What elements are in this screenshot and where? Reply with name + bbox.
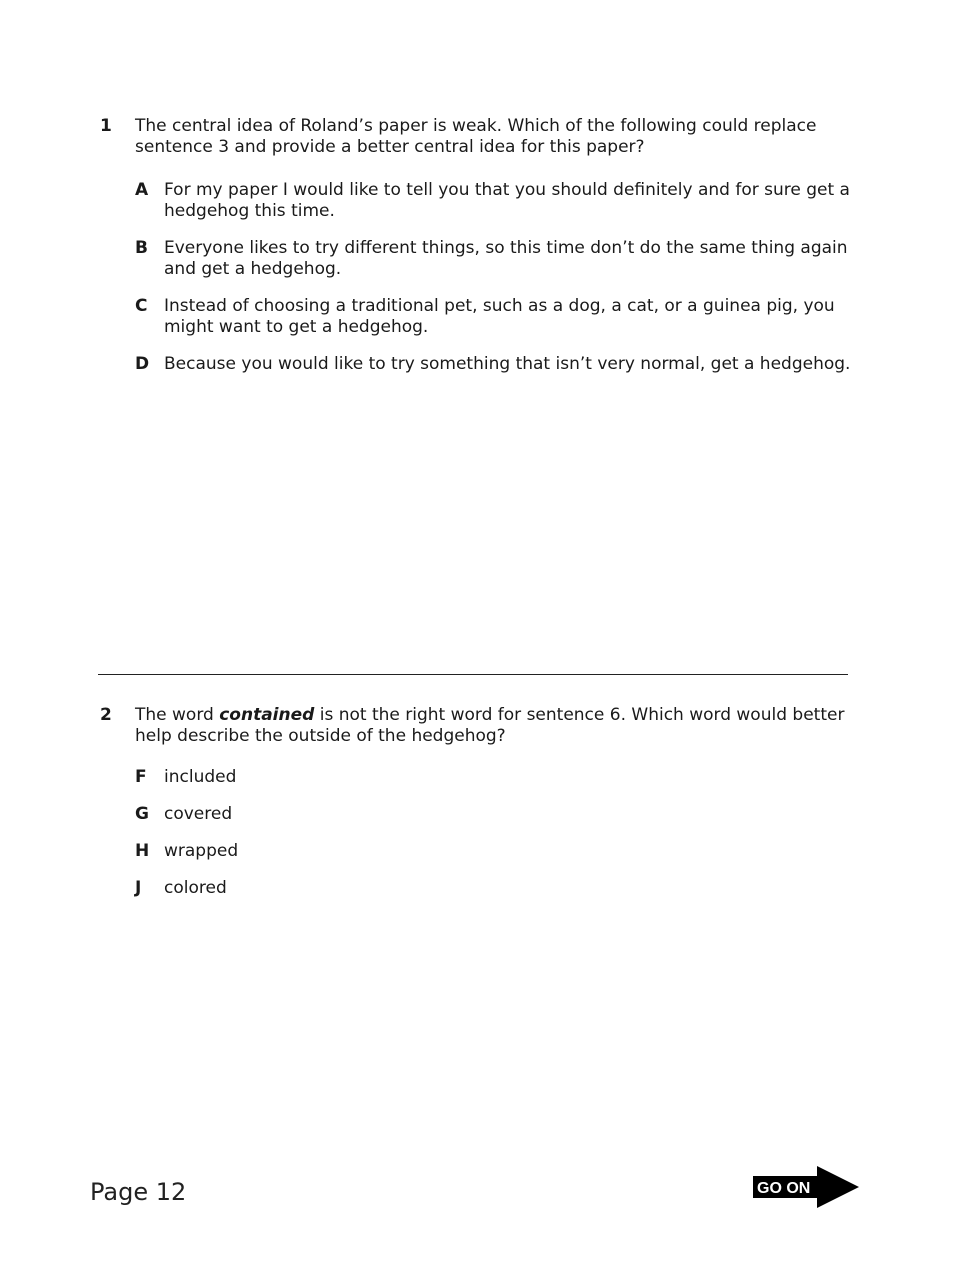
- choice-text: wrapped: [164, 841, 239, 861]
- choice-letter: F: [135, 767, 147, 787]
- stem-text: The word: [135, 705, 220, 725]
- answer-choice-b[interactable]: [135, 238, 860, 280]
- go-on-arrow-icon[interactable]: [753, 1166, 859, 1208]
- choice-text: Because you would like to try something that isn’t very normal, get a hedgehog.: [164, 354, 851, 374]
- choice-text: included: [164, 767, 237, 787]
- answer-choice-d[interactable]: [135, 354, 860, 375]
- choice-text: Everyone likes to try different things, so this time don’t do the same thing again and get a hedgehog.: [164, 238, 848, 279]
- choice-letter: D: [135, 354, 150, 374]
- choice-text: Instead of choosing a traditional pet, such as a dog, a cat, or a guinea pig, you might want to get a hedgehog.: [164, 296, 835, 337]
- choice-text: For my paper I would like to tell you that you should definitely and for sure get a hedgehog this time.: [164, 180, 850, 221]
- stem-text: is not the right word for sentence 6. Which word would better help describe the outside of the hedgehog?: [135, 705, 845, 746]
- choice-letter: A: [135, 180, 149, 200]
- answer-choice-h[interactable]: [135, 841, 860, 862]
- answer-choices: [135, 767, 860, 899]
- question-stem: The central idea of Roland’s paper is weak. Which of the following could replace sentence 3 and provide a better central idea for this paper?: [135, 116, 817, 157]
- choice-letter: J: [135, 878, 142, 898]
- question-number: 1: [100, 116, 112, 136]
- section-divider: [98, 674, 848, 675]
- emphasized-word: contained: [219, 705, 315, 725]
- page-number: Page 12: [90, 1178, 187, 1206]
- answer-choice-c[interactable]: [135, 296, 860, 338]
- answer-choice-a[interactable]: [135, 180, 860, 222]
- go-on-label: GO ON: [757, 1180, 811, 1197]
- choice-letter: C: [135, 296, 148, 316]
- question-1: [100, 116, 860, 391]
- question-2: [100, 705, 860, 915]
- choice-text: covered: [164, 804, 233, 824]
- answer-choice-g[interactable]: [135, 804, 860, 825]
- choice-letter: G: [135, 804, 149, 824]
- choice-text: colored: [164, 878, 227, 898]
- question-number: 2: [100, 705, 112, 725]
- answer-choices: [135, 180, 860, 375]
- choice-letter: B: [135, 238, 148, 258]
- question-stem: [135, 705, 860, 747]
- answer-choice-j[interactable]: [135, 878, 860, 899]
- choice-letter: H: [135, 841, 150, 861]
- answer-choice-f[interactable]: [135, 767, 860, 788]
